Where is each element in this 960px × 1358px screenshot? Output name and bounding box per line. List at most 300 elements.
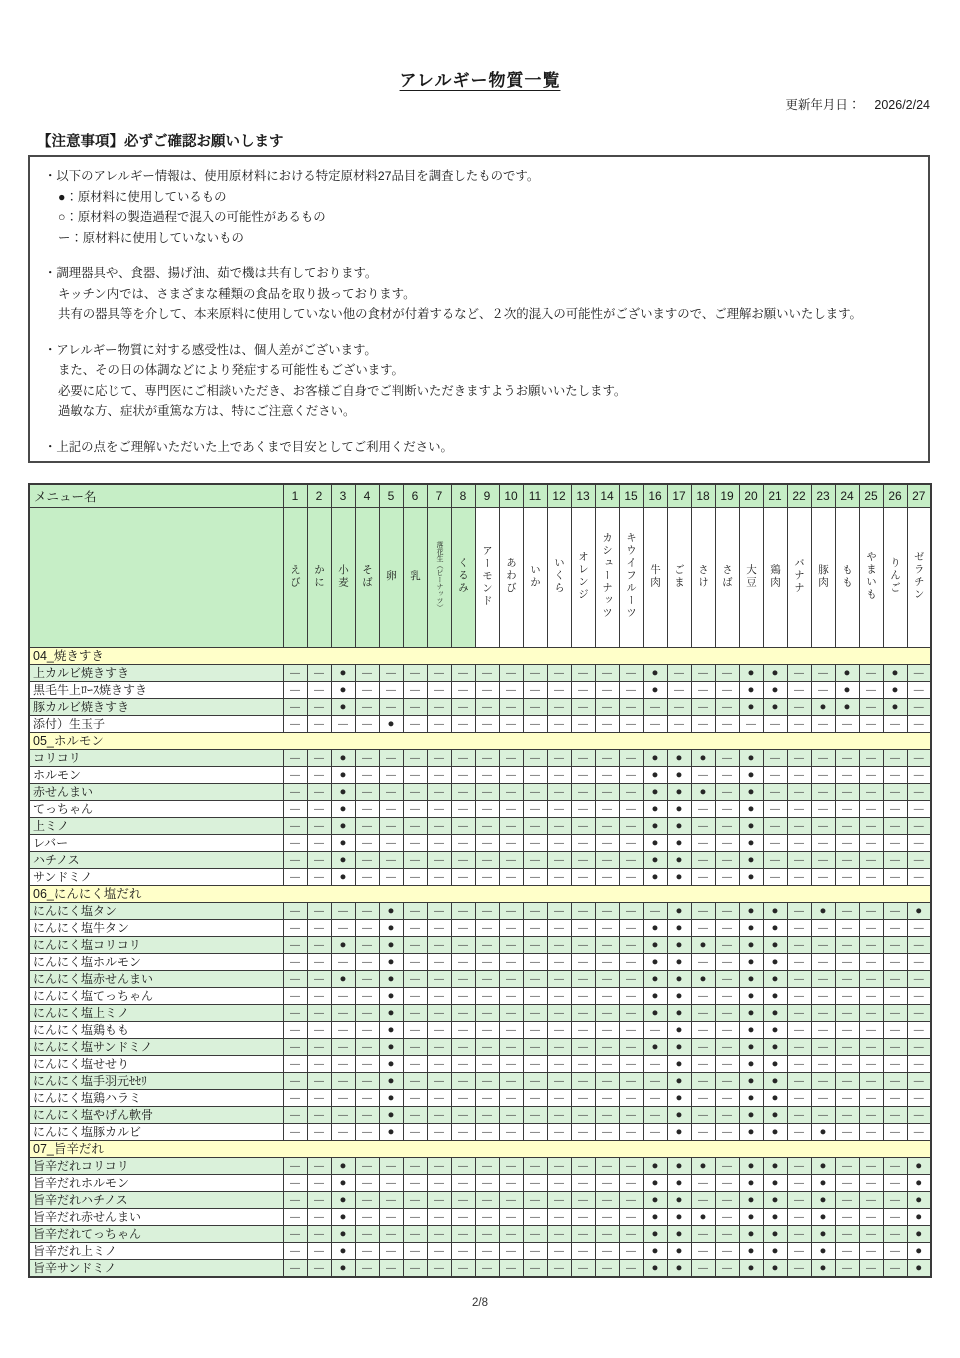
- allergen-mark-cell: ●: [763, 665, 787, 682]
- allergen-mark-cell: —: [619, 954, 643, 971]
- allergen-number: 5: [379, 484, 403, 508]
- allergen-mark-cell: —: [499, 835, 523, 852]
- allergen-mark-cell: —: [691, 1056, 715, 1073]
- allergen-mark-cell: —: [451, 1124, 475, 1141]
- allergen-mark-cell: ●: [643, 937, 667, 954]
- allergen-mark-cell: —: [499, 1124, 523, 1141]
- allergen-mark-cell: —: [427, 1158, 451, 1175]
- allergen-mark-cell: —: [835, 1158, 859, 1175]
- allergen-mark-cell: ●: [379, 903, 403, 920]
- allergen-mark-cell: —: [571, 1005, 595, 1022]
- allergen-mark-cell: —: [811, 784, 835, 801]
- allergen-mark-cell: ●: [643, 818, 667, 835]
- allergen-mark-cell: —: [547, 988, 571, 1005]
- section-header-label: 05_ホルモン: [29, 733, 931, 750]
- allergen-mark-cell: —: [475, 869, 499, 886]
- allergen-mark-cell: —: [427, 1056, 451, 1073]
- allergen-mark-cell: —: [715, 1243, 739, 1260]
- allergen-mark-cell: ●: [763, 1022, 787, 1039]
- allergen-mark-cell: —: [283, 1260, 307, 1278]
- allergen-mark-cell: ●: [739, 988, 763, 1005]
- allergen-mark-cell: —: [859, 1107, 883, 1124]
- allergen-mark-cell: —: [451, 1090, 475, 1107]
- allergen-mark-cell: —: [715, 954, 739, 971]
- allergen-mark-cell: —: [379, 1260, 403, 1278]
- menu-row: [29, 699, 931, 716]
- allergen-mark-cell: —: [835, 818, 859, 835]
- allergen-mark-cell: —: [595, 1090, 619, 1107]
- allergen-name: オレンジ: [571, 508, 595, 648]
- allergen-mark-cell: —: [571, 818, 595, 835]
- allergen-mark-cell: ●: [643, 682, 667, 699]
- allergen-mark-cell: —: [595, 665, 619, 682]
- allergen-mark-cell: —: [859, 954, 883, 971]
- allergen-mark-cell: —: [859, 988, 883, 1005]
- allergen-mark-cell: —: [571, 954, 595, 971]
- allergen-mark-cell: —: [451, 1073, 475, 1090]
- allergen-mark-cell: —: [835, 1175, 859, 1192]
- allergen-mark-cell: —: [499, 1073, 523, 1090]
- allergen-mark-cell: —: [499, 784, 523, 801]
- allergen-mark-cell: —: [571, 665, 595, 682]
- allergen-mark-cell: —: [763, 852, 787, 869]
- allergen-mark-cell: —: [691, 852, 715, 869]
- allergen-mark-cell: —: [451, 1022, 475, 1039]
- allergen-mark-cell: ●: [667, 937, 691, 954]
- allergen-mark-cell: —: [691, 988, 715, 1005]
- allergen-mark-cell: —: [907, 665, 931, 682]
- menu-item-name: にんにく塩ホルモン: [29, 954, 283, 971]
- allergen-mark-cell: —: [619, 682, 643, 699]
- allergen-mark-cell: —: [547, 784, 571, 801]
- allergen-name: えび: [283, 508, 307, 648]
- allergen-mark-cell: ●: [763, 1039, 787, 1056]
- allergen-mark-cell: —: [499, 1022, 523, 1039]
- allergen-mark-cell: —: [643, 699, 667, 716]
- allergen-mark-cell: —: [283, 801, 307, 818]
- allergen-mark-cell: —: [523, 1226, 547, 1243]
- allergen-mark-cell: —: [811, 1022, 835, 1039]
- menu-item-name: にんにく塩赤せんまい: [29, 971, 283, 988]
- notice-paragraph: [42, 263, 916, 325]
- allergen-mark-cell: —: [619, 665, 643, 682]
- allergen-mark-cell: —: [403, 665, 427, 682]
- allergen-mark-cell: ●: [331, 835, 355, 852]
- allergen-mark-cell: —: [499, 1107, 523, 1124]
- allergen-mark-cell: —: [811, 716, 835, 733]
- allergen-mark-cell: —: [571, 903, 595, 920]
- allergen-mark-cell: —: [619, 1209, 643, 1226]
- allergen-mark-cell: —: [787, 1124, 811, 1141]
- allergen-mark-cell: —: [571, 852, 595, 869]
- allergen-mark-cell: —: [811, 954, 835, 971]
- allergen-mark-cell: —: [835, 1192, 859, 1209]
- allergen-mark-cell: ●: [907, 1226, 931, 1243]
- allergen-mark-cell: ●: [811, 903, 835, 920]
- allergen-mark-cell: —: [715, 1022, 739, 1039]
- allergen-mark-cell: —: [403, 699, 427, 716]
- allergen-mark-cell: —: [307, 1073, 331, 1090]
- allergen-mark-cell: —: [883, 1158, 907, 1175]
- allergen-mark-cell: —: [379, 784, 403, 801]
- allergen-mark-cell: ●: [643, 750, 667, 767]
- allergen-mark-cell: —: [307, 1243, 331, 1260]
- notice-heading: 【注意事項】必ずご確認お願いします: [37, 134, 284, 150]
- allergen-mark-cell: —: [907, 1124, 931, 1141]
- page-number: 2/8: [472, 1297, 488, 1309]
- allergen-mark-cell: —: [619, 818, 643, 835]
- allergen-mark-cell: ●: [331, 682, 355, 699]
- allergen-mark-cell: —: [811, 1107, 835, 1124]
- allergen-mark-cell: —: [907, 937, 931, 954]
- allergen-mark-cell: —: [619, 869, 643, 886]
- allergen-mark-cell: ●: [739, 1158, 763, 1175]
- allergen-mark-cell: —: [835, 869, 859, 886]
- allergen-mark-cell: ●: [739, 1124, 763, 1141]
- allergen-mark-cell: —: [283, 1158, 307, 1175]
- allergen-mark-cell: —: [691, 699, 715, 716]
- allergen-mark-cell: ●: [763, 920, 787, 937]
- allergen-mark-cell: —: [403, 1260, 427, 1278]
- allergen-mark-cell: ●: [739, 1260, 763, 1278]
- allergen-mark-cell: —: [355, 767, 379, 784]
- allergen-mark-cell: —: [595, 1039, 619, 1056]
- allergen-mark-cell: —: [907, 1005, 931, 1022]
- allergen-mark-cell: ●: [811, 1124, 835, 1141]
- allergen-mark-cell: —: [883, 971, 907, 988]
- allergen-mark-cell: —: [331, 1107, 355, 1124]
- allergen-mark-cell: —: [643, 1056, 667, 1073]
- menu-row: [29, 1005, 931, 1022]
- menu-row: [29, 682, 931, 699]
- allergen-mark-cell: —: [475, 1175, 499, 1192]
- allergen-mark-cell: —: [739, 716, 763, 733]
- notice-line: 過敏な方、症状が重篤な方は、特にご注意ください。: [58, 404, 356, 418]
- allergen-mark-cell: ●: [643, 852, 667, 869]
- allergen-mark-cell: ●: [379, 1056, 403, 1073]
- allergen-mark-cell: —: [355, 1056, 379, 1073]
- allergen-mark-cell: ●: [739, 1226, 763, 1243]
- allergen-mark-cell: —: [619, 1192, 643, 1209]
- allergen-mark-cell: —: [691, 1260, 715, 1278]
- allergen-mark-cell: —: [499, 1005, 523, 1022]
- menu-item-name: ハチノス: [29, 852, 283, 869]
- allergen-mark-cell: —: [475, 920, 499, 937]
- allergen-mark-cell: —: [307, 1090, 331, 1107]
- allergen-mark-cell: —: [883, 784, 907, 801]
- allergen-mark-cell: —: [883, 1005, 907, 1022]
- updated-date-value: 2026/2/24: [874, 98, 930, 112]
- allergen-mark-cell: ●: [331, 1192, 355, 1209]
- allergen-mark-cell: —: [403, 954, 427, 971]
- allergen-number: 21: [763, 484, 787, 508]
- allergen-mark-cell: —: [835, 1209, 859, 1226]
- allergen-mark-cell: ●: [667, 954, 691, 971]
- allergen-mark-cell: —: [907, 954, 931, 971]
- allergen-mark-cell: —: [427, 988, 451, 1005]
- allergen-mark-cell: —: [403, 1209, 427, 1226]
- allergen-mark-cell: ●: [811, 699, 835, 716]
- allergen-mark-cell: —: [859, 920, 883, 937]
- allergen-number: 19: [715, 484, 739, 508]
- menu-item-name: にんにく塩牛タン: [29, 920, 283, 937]
- allergen-mark-cell: —: [571, 971, 595, 988]
- allergen-mark-cell: —: [883, 869, 907, 886]
- allergen-mark-cell: —: [907, 869, 931, 886]
- allergen-mark-cell: —: [475, 954, 499, 971]
- allergen-mark-cell: —: [715, 971, 739, 988]
- allergen-mark-cell: ●: [379, 920, 403, 937]
- allergen-mark-cell: —: [307, 665, 331, 682]
- allergen-name: いか: [523, 508, 547, 648]
- allergen-mark-cell: —: [523, 784, 547, 801]
- allergen-mark-cell: —: [283, 716, 307, 733]
- allergen-mark-cell: —: [691, 1039, 715, 1056]
- allergen-mark-cell: —: [883, 920, 907, 937]
- allergen-mark-cell: ●: [739, 971, 763, 988]
- allergen-mark-cell: —: [523, 1124, 547, 1141]
- allergen-number: 10: [499, 484, 523, 508]
- allergen-mark-cell: —: [283, 1005, 307, 1022]
- allergen-mark-cell: —: [523, 818, 547, 835]
- allergen-mark-cell: ●: [379, 988, 403, 1005]
- allergen-name: アーモンド: [475, 508, 499, 648]
- allergen-mark-cell: —: [475, 767, 499, 784]
- allergen-mark-cell: —: [547, 1192, 571, 1209]
- allergen-mark-cell: ●: [811, 1209, 835, 1226]
- allergen-mark-cell: —: [715, 1005, 739, 1022]
- allergen-number: 27: [907, 484, 931, 508]
- allergen-mark-cell: —: [859, 682, 883, 699]
- allergen-mark-cell: —: [547, 1073, 571, 1090]
- allergen-mark-cell: —: [811, 920, 835, 937]
- allergen-mark-cell: —: [547, 1005, 571, 1022]
- allergen-mark-cell: —: [691, 869, 715, 886]
- allergen-mark-cell: —: [307, 1124, 331, 1141]
- allergen-mark-cell: ●: [667, 1158, 691, 1175]
- allergen-mark-cell: ●: [739, 937, 763, 954]
- allergen-mark-cell: ●: [643, 665, 667, 682]
- allergen-mark-cell: —: [547, 767, 571, 784]
- allergen-mark-cell: ●: [667, 767, 691, 784]
- allergen-mark-cell: ●: [379, 1005, 403, 1022]
- allergen-mark-cell: —: [907, 784, 931, 801]
- menu-row: [29, 903, 931, 920]
- allergen-mark-cell: —: [883, 1107, 907, 1124]
- menu-item-name: 黒毛牛上ﾛｰｽ焼きすき: [29, 682, 283, 699]
- allergen-mark-cell: —: [547, 716, 571, 733]
- allergen-mark-cell: —: [523, 954, 547, 971]
- allergen-mark-cell: ●: [331, 852, 355, 869]
- allergen-mark-cell: —: [331, 920, 355, 937]
- menu-item-name: にんにく塩上ミノ: [29, 1005, 283, 1022]
- allergen-mark-cell: —: [619, 716, 643, 733]
- allergen-mark-cell: —: [499, 818, 523, 835]
- allergen-mark-cell: —: [715, 716, 739, 733]
- allergen-mark-cell: —: [403, 903, 427, 920]
- allergen-mark-cell: —: [547, 1124, 571, 1141]
- allergen-mark-cell: —: [691, 801, 715, 818]
- allergen-mark-cell: —: [619, 1243, 643, 1260]
- allergen-mark-cell: —: [787, 1073, 811, 1090]
- allergen-mark-cell: ●: [331, 1158, 355, 1175]
- allergen-mark-cell: —: [523, 937, 547, 954]
- allergen-mark-cell: ●: [739, 1022, 763, 1039]
- allergy-table-wrapper: [28, 483, 932, 1278]
- page-title: アレルギー物質一覧: [399, 71, 561, 90]
- allergen-mark-cell: —: [787, 665, 811, 682]
- allergen-mark-cell: ●: [331, 971, 355, 988]
- allergen-mark-cell: ●: [811, 1260, 835, 1278]
- allergen-mark-cell: —: [715, 699, 739, 716]
- menu-row: [29, 1226, 931, 1243]
- allergen-mark-cell: —: [403, 1124, 427, 1141]
- allergen-mark-cell: ●: [691, 784, 715, 801]
- allergen-mark-cell: ●: [643, 954, 667, 971]
- menu-item-name: 旨辛サンドミノ: [29, 1260, 283, 1278]
- allergen-mark-cell: —: [331, 1005, 355, 1022]
- allergen-mark-cell: —: [355, 920, 379, 937]
- allergen-mark-cell: —: [715, 1192, 739, 1209]
- allergen-mark-cell: ●: [835, 699, 859, 716]
- allergen-mark-cell: —: [451, 937, 475, 954]
- allergen-mark-cell: —: [547, 1243, 571, 1260]
- allergen-mark-cell: —: [427, 1175, 451, 1192]
- allergen-mark-cell: —: [475, 971, 499, 988]
- allergen-mark-cell: —: [427, 903, 451, 920]
- allergen-mark-cell: —: [283, 971, 307, 988]
- allergen-mark-cell: —: [451, 1175, 475, 1192]
- allergen-mark-cell: —: [787, 716, 811, 733]
- allergen-mark-cell: —: [451, 1039, 475, 1056]
- allergen-mark-cell: —: [307, 1158, 331, 1175]
- allergen-mark-cell: —: [763, 835, 787, 852]
- allergen-mark-cell: —: [451, 852, 475, 869]
- allergen-mark-cell: —: [571, 1243, 595, 1260]
- allergen-mark-cell: —: [547, 1226, 571, 1243]
- allergen-mark-cell: —: [811, 852, 835, 869]
- allergen-mark-cell: —: [619, 1090, 643, 1107]
- allergen-mark-cell: —: [691, 1226, 715, 1243]
- menu-item-name: にんにく塩タン: [29, 903, 283, 920]
- allergen-mark-cell: ●: [331, 869, 355, 886]
- allergen-mark-cell: —: [547, 801, 571, 818]
- menu-item-name: ホルモン: [29, 767, 283, 784]
- allergen-mark-cell: —: [355, 665, 379, 682]
- allergen-mark-cell: —: [547, 1022, 571, 1039]
- allergen-mark-cell: —: [907, 971, 931, 988]
- allergen-mark-cell: —: [883, 954, 907, 971]
- allergen-mark-cell: ●: [763, 1175, 787, 1192]
- allergen-name: そば: [355, 508, 379, 648]
- allergen-mark-cell: —: [451, 869, 475, 886]
- section-header-row: [29, 886, 931, 903]
- allergen-mark-cell: —: [811, 665, 835, 682]
- allergen-mark-cell: —: [283, 1175, 307, 1192]
- allergen-mark-cell: —: [811, 835, 835, 852]
- allergen-mark-cell: —: [427, 1107, 451, 1124]
- allergen-mark-cell: ●: [811, 1243, 835, 1260]
- menu-row: [29, 767, 931, 784]
- allergen-mark-cell: ●: [883, 665, 907, 682]
- allergen-mark-cell: —: [331, 988, 355, 1005]
- allergen-mark-cell: —: [283, 1243, 307, 1260]
- allergen-mark-cell: —: [763, 801, 787, 818]
- allergen-mark-cell: ●: [763, 699, 787, 716]
- allergen-mark-cell: —: [787, 1226, 811, 1243]
- allergen-mark-cell: —: [283, 1124, 307, 1141]
- allergen-mark-cell: —: [403, 920, 427, 937]
- section-header-label: 07_旨辛だれ: [29, 1141, 931, 1158]
- allergen-mark-cell: —: [307, 1175, 331, 1192]
- allergen-mark-cell: —: [307, 1107, 331, 1124]
- allergen-mark-cell: —: [475, 1039, 499, 1056]
- allergen-name: 乳: [403, 508, 427, 648]
- allergen-mark-cell: ●: [331, 801, 355, 818]
- menu-item-name: 豚カルビ焼きすき: [29, 699, 283, 716]
- allergen-mark-cell: —: [523, 920, 547, 937]
- allergen-mark-cell: —: [451, 699, 475, 716]
- allergen-mark-cell: —: [787, 1039, 811, 1056]
- allergen-number: 9: [475, 484, 499, 508]
- allergen-mark-cell: ●: [643, 988, 667, 1005]
- allergen-mark-cell: —: [523, 903, 547, 920]
- allergen-mark-cell: ●: [379, 1073, 403, 1090]
- allergen-mark-cell: —: [427, 1192, 451, 1209]
- notice-line: 必要に応じて、専門医にご相談いただき、お客様ご自身でご判断いただきますようお願いいたします。: [58, 383, 627, 398]
- allergen-mark-cell: —: [379, 1243, 403, 1260]
- allergen-mark-cell: —: [643, 1107, 667, 1124]
- allergen-mark-cell: —: [355, 1260, 379, 1278]
- allergen-mark-cell: —: [307, 699, 331, 716]
- section-header-row: [29, 648, 931, 665]
- allergen-mark-cell: —: [595, 818, 619, 835]
- allergen-mark-cell: —: [547, 818, 571, 835]
- allergen-mark-cell: —: [715, 767, 739, 784]
- allergen-mark-cell: ●: [667, 1226, 691, 1243]
- allergen-mark-cell: —: [835, 971, 859, 988]
- allergen-mark-cell: —: [427, 1260, 451, 1278]
- allergen-name: 落花生（ピーナッツ）: [427, 508, 451, 648]
- allergen-mark-cell: —: [883, 801, 907, 818]
- menu-row: [29, 750, 931, 767]
- allergen-mark-cell: —: [571, 1260, 595, 1278]
- allergen-mark-cell: —: [355, 903, 379, 920]
- allergen-mark-cell: —: [787, 1090, 811, 1107]
- allergen-mark-cell: —: [595, 682, 619, 699]
- allergen-mark-cell: —: [811, 801, 835, 818]
- allergen-mark-cell: —: [427, 937, 451, 954]
- allergen-mark-cell: —: [523, 801, 547, 818]
- allergen-name-row: [29, 508, 931, 648]
- allergen-mark-cell: —: [427, 869, 451, 886]
- allergen-mark-cell: —: [451, 1209, 475, 1226]
- allergen-mark-cell: —: [595, 1192, 619, 1209]
- allergen-mark-cell: ●: [883, 699, 907, 716]
- allergen-mark-cell: —: [547, 937, 571, 954]
- allergen-mark-cell: —: [643, 903, 667, 920]
- allergen-mark-cell: —: [835, 835, 859, 852]
- allergen-mark-cell: —: [403, 1005, 427, 1022]
- allergen-mark-cell: —: [547, 971, 571, 988]
- allergen-mark-cell: —: [379, 1175, 403, 1192]
- allergen-mark-cell: —: [427, 801, 451, 818]
- allergen-mark-cell: ●: [883, 682, 907, 699]
- allergen-mark-cell: —: [619, 1260, 643, 1278]
- allergen-mark-cell: —: [619, 971, 643, 988]
- allergen-mark-cell: ●: [643, 1226, 667, 1243]
- allergen-mark-cell: —: [715, 920, 739, 937]
